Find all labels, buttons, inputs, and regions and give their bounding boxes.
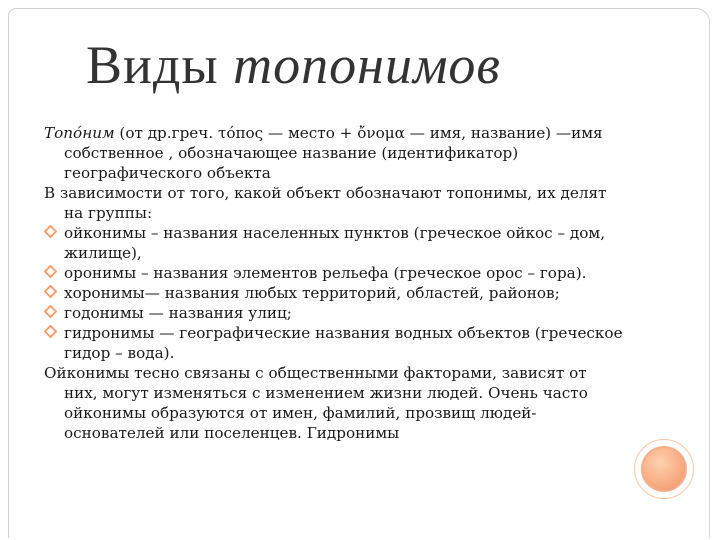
bullet-text: ойконимы – названия населенных пунктов (греческое ойкос – дом, жилище),	[64, 224, 606, 262]
bullet-diamond-icon	[44, 265, 57, 278]
groups-intro: В зависимости от того, какой объект обозначают топонимы, их делят на группы:	[44, 184, 607, 222]
bullet-text: хоронимы— названия любых территорий, областей, районов;	[64, 284, 560, 302]
slide-body	[44, 123, 624, 443]
decorative-orange-circle	[641, 446, 687, 492]
bullet-text: оронимы – названия элементов рельефа (греческое орос – гора).	[64, 264, 587, 282]
bullet-item	[44, 223, 624, 263]
bullet-diamond-icon	[44, 325, 57, 338]
bullet-diamond-icon	[44, 285, 57, 298]
bullet-item	[44, 263, 624, 283]
title-normal: Виды	[86, 35, 234, 95]
bullet-text: годонимы — названия улиц;	[64, 304, 292, 322]
term-toponym: Топо́ним	[44, 124, 115, 142]
title-italic: топонимов	[233, 35, 501, 95]
bullet-item	[44, 283, 624, 303]
slide-title	[86, 36, 686, 95]
closing-paragraph: Ойконимы тесно связаны с общественными факторами, зависят от них, могут изменяться с изменением жизни людей. Очень часто ойконимы образуются от имен, фамилий, прозвищ людей-основателей или поселенцев. Гидронимы	[44, 364, 588, 442]
bullet-diamond-icon	[44, 305, 57, 318]
intro-paragraph	[44, 123, 624, 183]
bullet-diamond-icon	[44, 225, 57, 238]
bullet-item	[44, 323, 624, 363]
intro-rest: (от др.греч. τόπος — место + ὄνομα — имя, название) —имя собственное , обозначающее название (идентификатор) географического объекта	[64, 124, 603, 182]
bullet-item	[44, 303, 624, 323]
bullet-text: гидронимы — географические названия водных объектов (греческое гидор – вода).	[64, 324, 623, 362]
